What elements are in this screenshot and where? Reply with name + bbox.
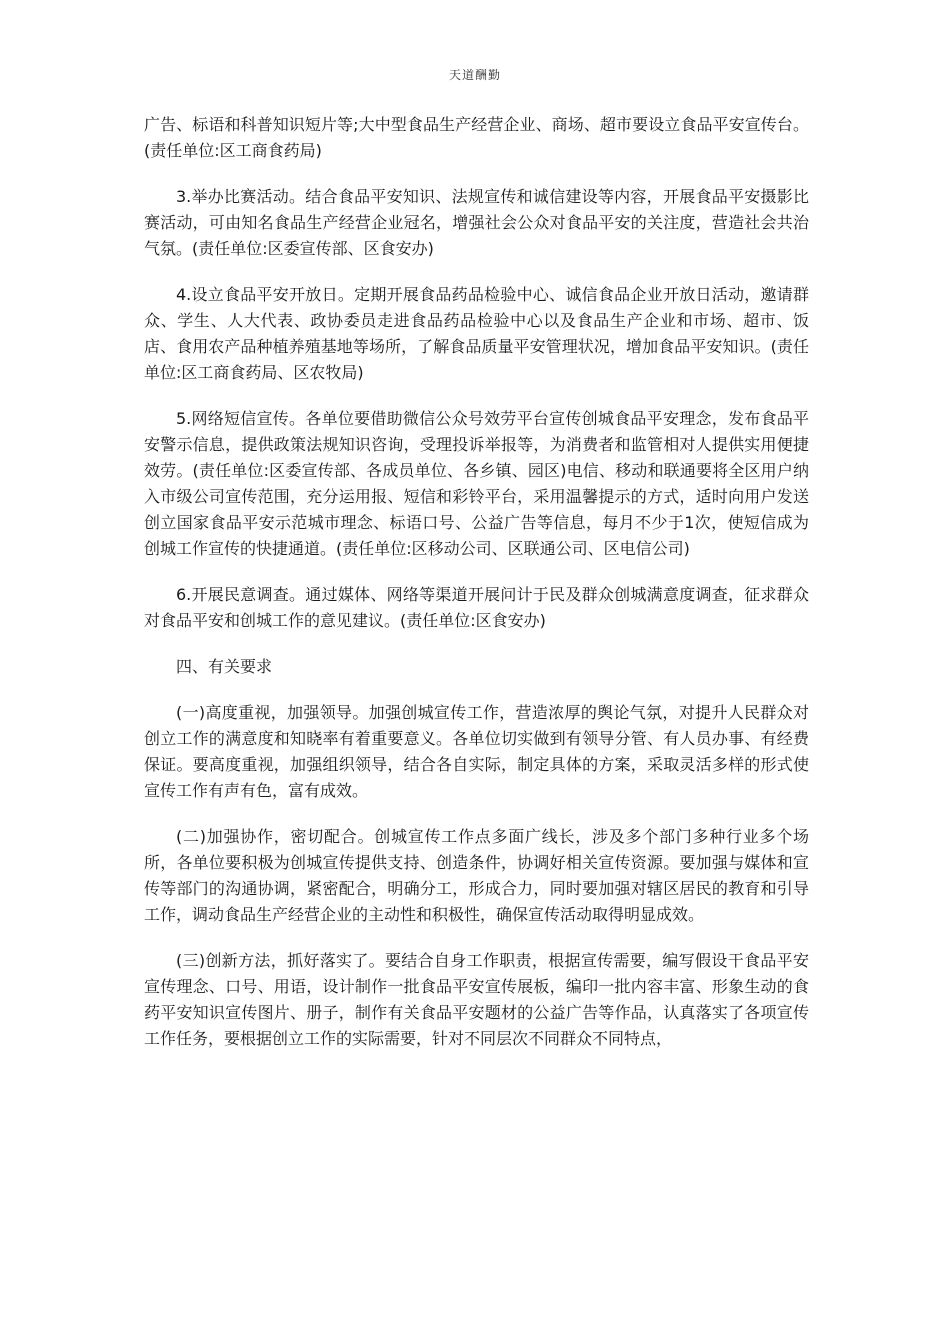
paragraph-requirement-3: (三)创新方法，抓好落实了。要结合自身工作职责，根据宣传需要，编写假设干食品平安宣传理念、口号、用语，设计制作一批食品平安宣传展板，编印一批内容丰富、形象生动的食药平安知识宣传图片、册子，制作有关食品平安题材的公益广告等作品，认真落实了各项宣传工作任务，要根据创立工作的实际需要，针对不同层次不同群众不同特点，	[144, 951, 809, 1048]
paragraph-requirement-2: (二)加强协作，密切配合。创城宣传工作点多面广线长，涉及多个部门多种行业多个场所，各单位要积极为创城宣传提供支持、创造条件，协调好相关宣传资源。要加强与媒体和宣传等部门的沟通协调，紧密配合，明确分工，形成合力，同时要加强对辖区居民的教育和引导工作，调动食品生产经营企业的主动性和积极性，确保宣传活动取得明显成效。	[144, 827, 809, 924]
paragraph-item-6: 6.开展民意调查。通过媒体、网络等渠道开展问计于民及群众创城满意度调查，征求群众对食品平安和创城工作的意见建议。(责任单位:区食安办)	[144, 585, 809, 630]
paragraph-item-3: 3.举办比赛活动。结合食品平安知识、法规宣传和诚信建设等内容，开展食品平安摄影比赛活动，可由知名食品生产经营企业冠名，增强社会公众对食品平安的关注度，营造社会共治气氛。(责任单位:区委宣传部、区食安办)	[144, 187, 809, 258]
page-header: 天道酬勤	[448, 68, 501, 82]
paragraph-item-5: 5.网络短信宣传。各单位要借助微信公众号效劳平台宣传创城食品平安理念，发布食品平安警示信息，提供政策法规知识咨询，受理投诉举报等，为消费者和监管相对人提供实用便捷效劳。(责任单位:区委宣传部、各成员单位、各乡镇、园区)电信、移动和联通要将全区用户纳入市级公司宣传范围，充分运用报、短信和彩铃平台，采用温馨提示的方式，适时向用户发送创立国家食品平安示范城市理念、标语口号、公益广告等信息，每月不少于1次，使短信成为创城工作宣传的快捷通道。(责任单位:区移动公司、区联通公司、区电信公司)	[144, 409, 809, 558]
section-heading-requirements: 四、有关要求	[176, 657, 273, 676]
paragraph-continuation: 广告、标语和科普知识短片等;大中型食品生产经营企业、商场、超市要设立食品平安宣传台。(责任单位:区工商食药局)	[144, 115, 809, 160]
document-body	[144, 112, 809, 1072]
paragraph-item-4: 4.设立食品平安开放日。定期开展食品药品检验中心、诚信食品企业开放日活动，邀请群众、学生、人大代表、政协委员走进食品药品检验中心以及食品生产企业和市场、超市、饭店、食用农产品种植养殖基地等场所，了解食品质量平安管理状况，增加食品平安知识。(责任单位:区工商食药局、区农牧局)	[144, 285, 809, 382]
paragraph-requirement-1: (一)高度重视，加强领导。加强创城宣传工作，营造浓厚的舆论气氛，对提升人民群众对创立工作的满意度和知晓率有着重要意义。各单位切实做到有领导分管、有人员办事、有经费保证。要高度重视，加强组织领导，结合各自实际，制定具体的方案，采取灵活多样的形式使宣传工作有声有色，富有成效。	[144, 703, 809, 800]
